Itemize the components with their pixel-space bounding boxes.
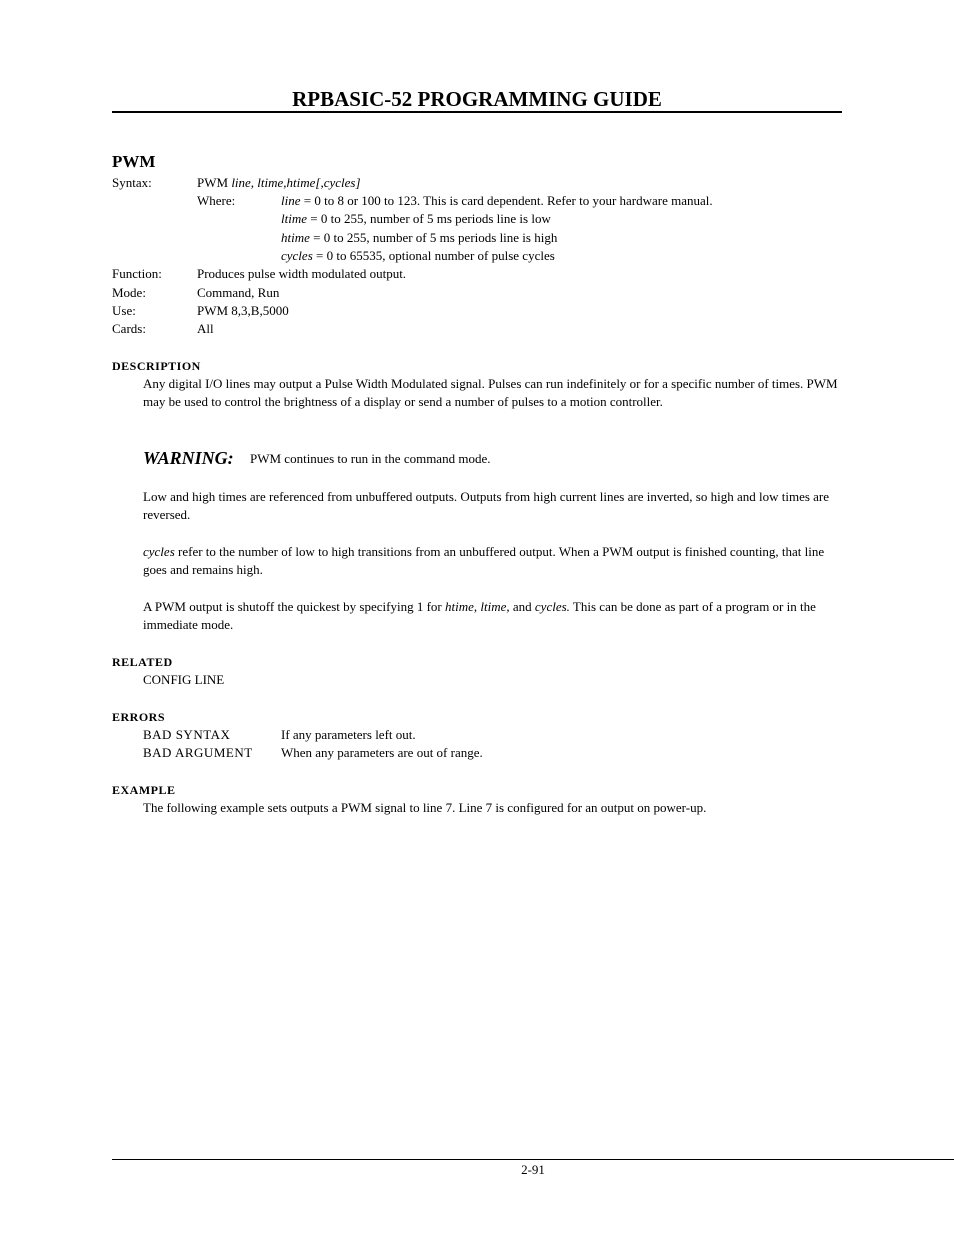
syntax-arguments: line, ltime,htime[,cycles]: [231, 175, 361, 190]
where-param: ltime: [281, 211, 307, 226]
related-heading: RELATED: [112, 655, 173, 669]
where-text: = 0 to 65535, optional number of pulse cycles: [312, 248, 555, 263]
function-value: Produces pulse width modulated output.: [197, 266, 407, 281]
error-name: BAD SYNTAX: [143, 727, 231, 742]
description-paragraph: [143, 598, 843, 634]
where-text: = 0 to 8 or 100 to 123. This is card dependent. Refer to your hardware manual.: [300, 193, 713, 208]
use-value: PWM 8,3,B,5000: [197, 303, 289, 318]
paragraph-text: This can be done as part of a program or in the immediate mode.: [143, 599, 816, 632]
errors-heading: ERRORS: [112, 710, 166, 724]
where-item: [281, 229, 557, 247]
description-paragraph: Any digital I/O lines may output a Pulse Width Modulated signal. Pulses can run indefinitely or for a specific number of times. PWM may be used to control the brightness of a display or send a number of pulses to a motion controller.: [143, 376, 838, 409]
warning-label: WARNING:: [143, 448, 234, 468]
syntax-command: PWM: [197, 175, 229, 190]
cycles-term: cycles: [143, 544, 175, 559]
where-param: line: [281, 193, 301, 208]
where-text: = 0 to 255, number of 5 ms periods line is high: [309, 230, 558, 245]
param-term: cycles.: [534, 599, 570, 614]
param-terms: htime, ltime,: [444, 599, 510, 614]
paragraph-text: refer to the number of low to high transitions from an unbuffered output. When a PWM output is finished counting, that line goes and remains high.: [143, 544, 825, 577]
function-label: Function:: [112, 266, 162, 281]
cards-value: All: [197, 321, 214, 336]
mode-label: Mode:: [112, 285, 146, 300]
paragraph-text: A PWM output is shutoff the quickest by specifying 1 for: [143, 599, 445, 614]
where-param: cycles: [281, 248, 313, 263]
syntax-label: Syntax:: [112, 175, 152, 190]
error-description: When any parameters are out of range.: [281, 745, 483, 760]
cards-label: Cards:: [112, 321, 146, 336]
error-description: If any parameters left out.: [281, 727, 416, 742]
header-rule: [112, 111, 842, 113]
footer-rule: [112, 1159, 954, 1160]
error-name: BAD ARGUMENT: [143, 745, 253, 760]
page-number: 2-91: [521, 1162, 545, 1177]
use-label: Use:: [112, 303, 136, 318]
warning-text: PWM continues to run in the command mode.: [250, 451, 491, 466]
where-label: Where:: [197, 193, 236, 208]
where-text: = 0 to 255, number of 5 ms periods line is low: [307, 211, 551, 226]
mode-value: Command, Run: [197, 285, 280, 300]
description-paragraph: Low and high times are referenced from unbuffered outputs. Outputs from high current lines are inverted, so high and low times are reversed.: [143, 489, 830, 522]
related-item: CONFIG LINE: [143, 672, 225, 687]
where-item: [281, 247, 555, 265]
example-text: The following example sets outputs a PWM signal to line 7. Line 7 is configured for an output on power-up.: [143, 800, 707, 815]
page-header-title: RPBASIC-52 PROGRAMMING GUIDE: [292, 87, 662, 111]
where-item: [281, 210, 551, 228]
example-heading: EXAMPLE: [112, 783, 176, 797]
description-paragraph: [143, 543, 843, 579]
syntax-value: [197, 174, 361, 192]
command-name: PWM: [112, 152, 156, 171]
description-heading: DESCRIPTION: [112, 359, 201, 373]
where-param: htime: [281, 230, 310, 245]
paragraph-text: and: [509, 599, 535, 614]
where-item: [281, 192, 713, 210]
